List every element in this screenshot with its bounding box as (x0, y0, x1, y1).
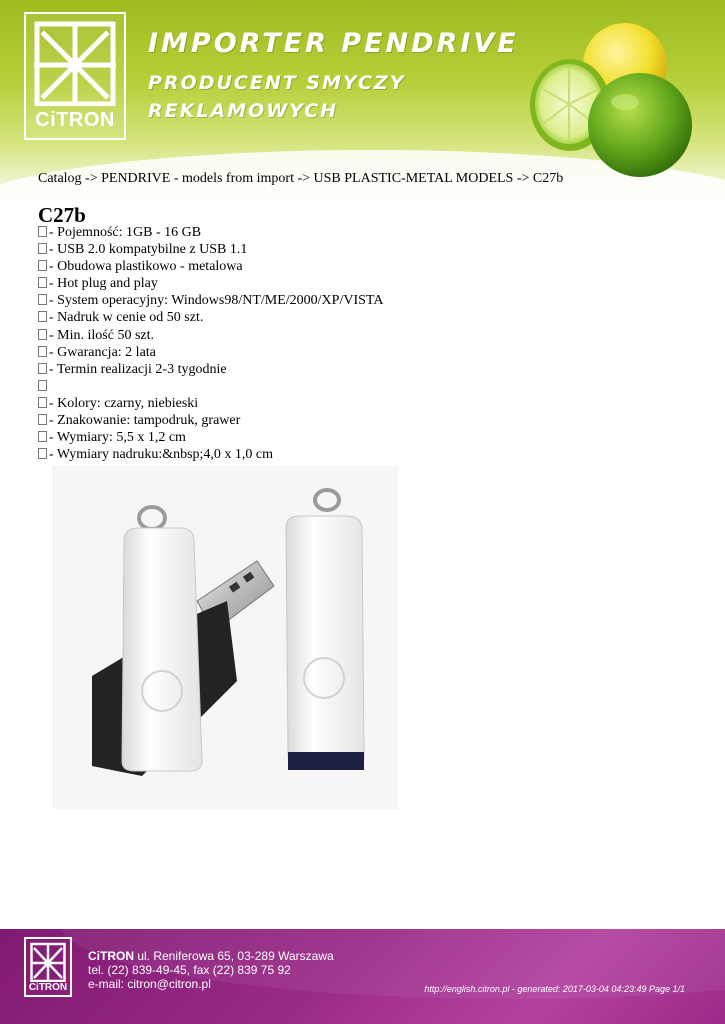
missing-glyph-icon (38, 363, 47, 374)
footer-logo-text: CiTRON (28, 982, 68, 993)
missing-glyph-icon (38, 294, 47, 305)
slogan-importer: IMPORTER PENDRIVE (148, 28, 519, 59)
footer-address-line (88, 949, 334, 963)
missing-glyph-icon (38, 260, 47, 271)
spec-item-os: - System operacyjny: Windows98/NT/ME/2000/XP/VISTA (38, 292, 383, 309)
company-phone: tel. (22) 839-49-45, fax (22) 839 75 92 (88, 963, 291, 977)
sun-rays-icon (34, 20, 116, 106)
spec-item-print-area: - Wymiary nadruku:&nbsp;4,0 x 1,0 cm (38, 446, 383, 463)
company-email[interactable]: e-mail: citron@citron.pl (88, 977, 211, 991)
missing-glyph-icon (38, 243, 47, 254)
spec-item-casing: - Obudowa plastikowo - metalowa (38, 258, 383, 275)
company-name: CiTRON (88, 949, 134, 963)
usb-drive-photo (52, 466, 398, 809)
page-footer (0, 929, 725, 1024)
spec-item-hotplug: - Hot plug and play (38, 275, 383, 292)
spec-item-marking: - Znakowanie: tampodruk, grawer (38, 412, 383, 429)
lime-lemon-icon (525, 20, 705, 185)
company-address: ul. Reniferowa 65, 03-289 Warszawa (134, 949, 334, 963)
spec-item-capacity: - Pojemność: 1GB - 16 GB (38, 224, 383, 241)
product-title: C27b (38, 203, 86, 227)
missing-glyph-icon (38, 380, 47, 391)
logo-text: CiTRON (35, 109, 115, 131)
missing-glyph-icon (38, 414, 47, 425)
spec-item-lead-time: - Termin realizacji 2-3 tygodnie (38, 361, 383, 378)
spec-item-empty (38, 378, 383, 395)
footer-citron-logo (24, 937, 72, 997)
spec-item-print-price: - Nadruk w cenie od 50 szt. (38, 309, 383, 326)
missing-glyph-icon (38, 346, 47, 357)
missing-glyph-icon (38, 431, 47, 442)
product-photo (52, 466, 398, 809)
generated-info: http://english.citron.pl - generated: 2017-03-04 04:23:49 Page 1/1 (424, 984, 685, 994)
missing-glyph-icon (38, 311, 47, 322)
missing-glyph-icon (38, 226, 47, 237)
slogan-producent: PRODUCENT SMYCZY (148, 72, 406, 94)
spec-list (38, 224, 383, 463)
spec-item-colors: - Kolory: czarny, niebieski (38, 395, 383, 412)
sun-rays-icon (30, 942, 66, 982)
breadcrumb[interactable]: Catalog -> PENDRIVE - models from import -> USB PLASTIC-METAL MODELS -> C27b (38, 171, 564, 186)
missing-glyph-icon (38, 329, 47, 340)
footer-contact (88, 949, 334, 991)
missing-glyph-icon (38, 277, 47, 288)
spec-item-warranty: - Gwarancja: 2 lata (38, 344, 383, 361)
citron-logo (24, 12, 126, 140)
missing-glyph-icon (38, 397, 47, 408)
spec-item-min-qty: - Min. ilość 50 szt. (38, 327, 383, 344)
slogan-reklamowych: REKLAMOWYCH (148, 100, 339, 122)
spec-item-usb: - USB 2.0 kompatybilne z USB 1.1 (38, 241, 383, 258)
spec-item-dimensions: - Wymiary: 5,5 x 1,2 cm (38, 429, 383, 446)
missing-glyph-icon (38, 448, 47, 459)
